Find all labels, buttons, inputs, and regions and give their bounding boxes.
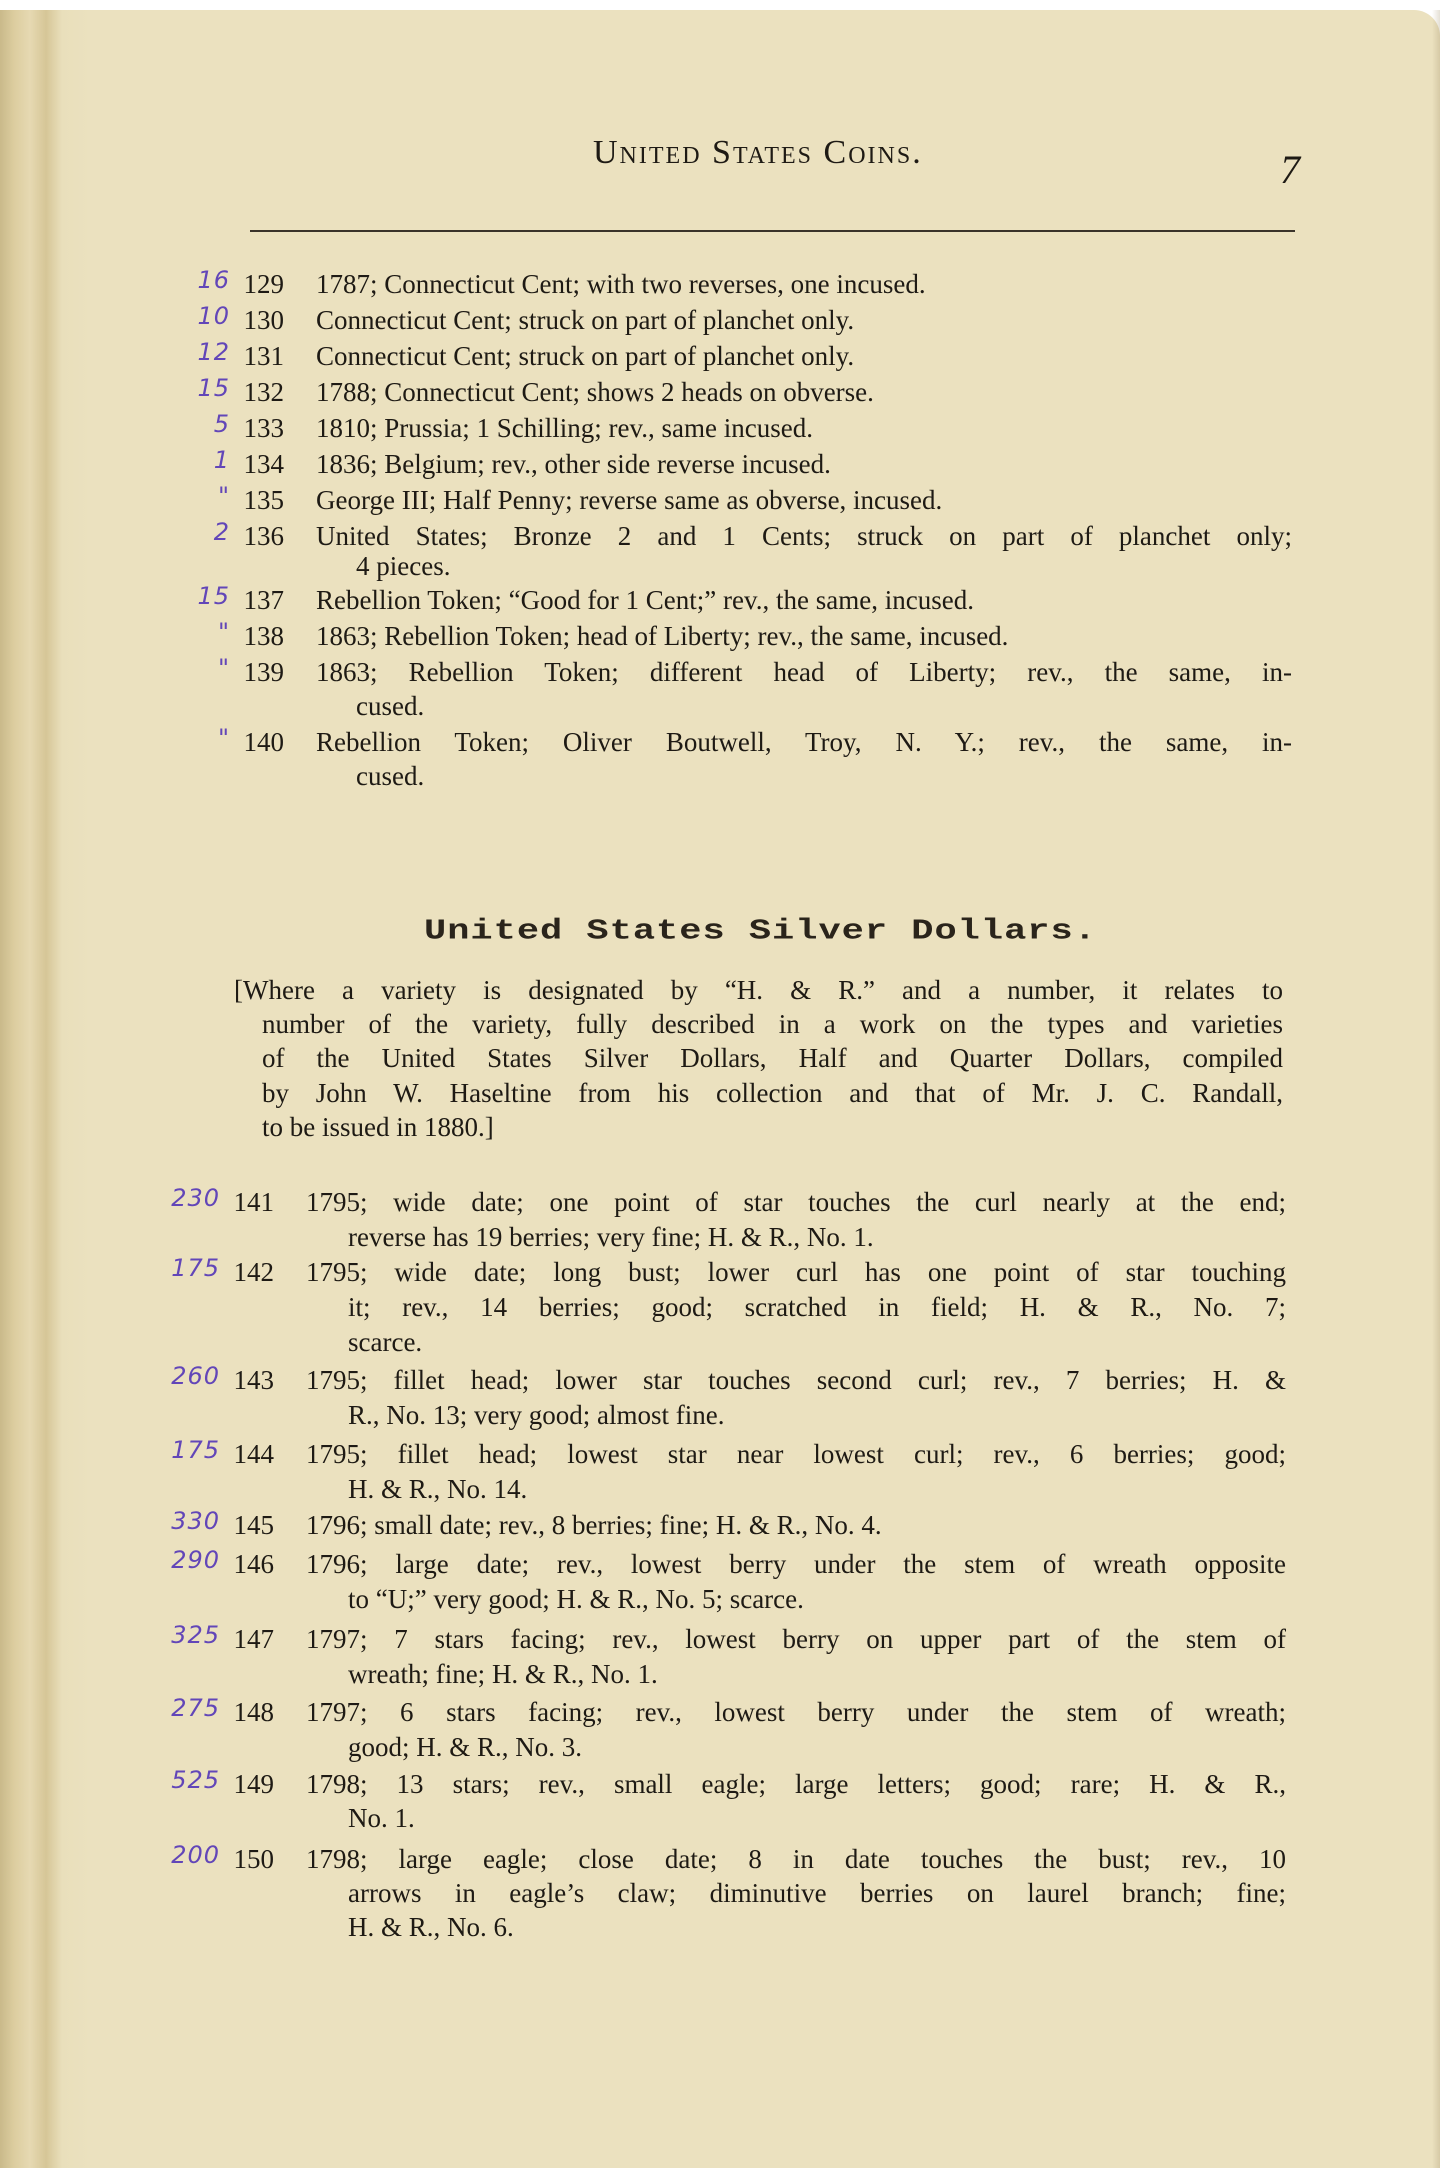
lot-number: 132 bbox=[243, 377, 284, 407]
lot-number: 137 bbox=[243, 585, 284, 615]
lot-description: 1795; fillet head; lower star touches second curl; rev., 7 berries; H. & bbox=[306, 1365, 1286, 1395]
handwritten-price: 10 bbox=[197, 302, 230, 330]
lot-description-continuation: it; rev., 14 berries; good; scratched in field; H. & R., No. 7; bbox=[348, 1292, 1286, 1322]
lot-description-continuation: 4 pieces. bbox=[356, 551, 451, 581]
handwritten-price: 525 bbox=[171, 1766, 220, 1794]
handwritten-price: 290 bbox=[171, 1546, 220, 1574]
handwritten-price: 200 bbox=[171, 1841, 220, 1869]
lot-description: United States; Bronze 2 and 1 Cents; struck on part of planchet only; bbox=[316, 521, 1292, 551]
lot-description: Rebellion Token; “Good for 1 Cent;” rev., the same, incused. bbox=[316, 585, 974, 615]
handwritten-price: " bbox=[217, 654, 230, 682]
lot-number: 145 bbox=[233, 1510, 274, 1540]
lot-description: 1795; wide date; long bust; lower curl has one point of star touching bbox=[306, 1257, 1286, 1287]
handwritten-price: 1 bbox=[213, 446, 230, 474]
lot-number: 146 bbox=[233, 1549, 274, 1579]
lot-description: 1863; Rebellion Token; different head of Liberty; rev., the same, in- bbox=[316, 657, 1292, 687]
lot-number: 135 bbox=[243, 485, 284, 515]
lot-description-continuation: good; H. & R., No. 3. bbox=[348, 1732, 583, 1762]
handwritten-price: " bbox=[217, 482, 230, 510]
lot-number: 136 bbox=[243, 521, 284, 551]
lot-description-continuation: to “U;” very good; H. & R., No. 5; scarce. bbox=[348, 1584, 804, 1614]
lot-description: 1787; Connecticut Cent; with two reverses, one incused. bbox=[316, 269, 926, 299]
handwritten-price: 275 bbox=[171, 1694, 220, 1722]
lot-description: 1797; 6 stars facing; rev., lowest berry under the stem of wreath; bbox=[306, 1697, 1286, 1727]
handwritten-price: " bbox=[217, 724, 230, 752]
lot-number: 142 bbox=[233, 1257, 274, 1287]
note-line: to be issued in 1880.] bbox=[262, 1112, 494, 1142]
handwritten-price: 230 bbox=[171, 1184, 220, 1212]
handwritten-price: 260 bbox=[171, 1362, 220, 1390]
lot-number: 131 bbox=[243, 341, 284, 371]
lot-number: 149 bbox=[233, 1769, 274, 1799]
lot-description-continuation: reverse has 19 berries; very fine; H. & R., No. 1. bbox=[348, 1222, 874, 1252]
running-header: United States Coins. bbox=[593, 134, 923, 171]
lot-description: 1836; Belgium; rev., other side reverse incused. bbox=[316, 449, 831, 479]
lot-number: 134 bbox=[243, 449, 284, 479]
lot-description-continuation: R., No. 13; very good; almost fine. bbox=[348, 1400, 725, 1430]
handwritten-price: 15 bbox=[197, 582, 230, 610]
page-number: 7 bbox=[1280, 147, 1300, 192]
note-line: by John W. Haseltine from his collection and that of Mr. J. C. Randall, bbox=[262, 1078, 1283, 1108]
lot-description-continuation: wreath; fine; H. & R., No. 1. bbox=[348, 1659, 658, 1689]
handwritten-price: 175 bbox=[171, 1436, 220, 1464]
lot-number: 144 bbox=[233, 1439, 274, 1469]
lot-description-continuation: H. & R., No. 6. bbox=[348, 1912, 514, 1942]
handwritten-price: " bbox=[217, 618, 230, 646]
lot-description: 1797; 7 stars facing; rev., lowest berry on upper part of the stem of bbox=[306, 1624, 1286, 1654]
lot-description: 1798; 13 stars; rev., small eagle; large letters; good; rare; H. & R., bbox=[306, 1769, 1286, 1799]
handwritten-price: 330 bbox=[171, 1507, 220, 1535]
handwritten-price: 2 bbox=[213, 518, 230, 546]
note-line: [Where a variety is designated by “H. & R.” and a number, it relates to bbox=[234, 975, 1283, 1005]
handwritten-price: 15 bbox=[197, 374, 230, 402]
lot-description: Rebellion Token; Oliver Boutwell, Troy, N. Y.; rev., the same, in- bbox=[316, 727, 1292, 757]
lot-description-continuation: cused. bbox=[356, 691, 425, 721]
lot-number: 138 bbox=[243, 621, 284, 651]
note-line: of the United States Silver Dollars, Half and Quarter Dollars, compiled bbox=[262, 1043, 1283, 1073]
lot-description-continuation: arrows in eagle’s claw; diminutive berries on laurel branch; fine; bbox=[348, 1878, 1286, 1908]
handwritten-price: 5 bbox=[213, 410, 230, 438]
lot-description: 1798; large eagle; close date; 8 in date touches the bust; rev., 10 bbox=[306, 1844, 1286, 1874]
handwritten-price: 16 bbox=[197, 266, 230, 294]
lot-description: George III; Half Penny; reverse same as obverse, incused. bbox=[316, 485, 943, 515]
lot-number: 143 bbox=[233, 1365, 274, 1395]
lot-description: 1796; small date; rev., 8 berries; fine; H. & R., No. 4. bbox=[306, 1510, 882, 1540]
lot-number: 139 bbox=[243, 657, 284, 687]
lot-number: 133 bbox=[243, 413, 284, 443]
lot-number: 141 bbox=[233, 1187, 274, 1217]
lot-description: 1788; Connecticut Cent; shows 2 heads on obverse. bbox=[316, 377, 874, 407]
lot-number: 148 bbox=[233, 1697, 274, 1727]
lot-description-continuation: cused. bbox=[356, 761, 425, 791]
lot-description-continuation: No. 1. bbox=[348, 1803, 415, 1833]
handwritten-price: 175 bbox=[171, 1254, 220, 1282]
lot-number: 129 bbox=[243, 269, 284, 299]
handwritten-price: 325 bbox=[171, 1621, 220, 1649]
lot-number: 130 bbox=[243, 305, 284, 335]
lot-number: 150 bbox=[233, 1844, 274, 1874]
lot-description-continuation: scarce. bbox=[348, 1327, 423, 1357]
header-rule bbox=[250, 230, 1295, 232]
lot-description: 1796; large date; rev., lowest berry under the stem of wreath opposite bbox=[306, 1549, 1286, 1579]
lot-description: 1863; Rebellion Token; head of Liberty; rev., the same, incused. bbox=[316, 621, 1009, 651]
lot-number: 140 bbox=[243, 727, 284, 757]
lot-description: 1810; Prussia; 1 Schilling; rev., same incused. bbox=[316, 413, 813, 443]
lot-number: 147 bbox=[233, 1624, 274, 1654]
handwritten-price: 12 bbox=[197, 338, 230, 366]
lot-description: 1795; fillet head; lowest star near lowest curl; rev., 6 berries; good; bbox=[306, 1439, 1286, 1469]
lot-description: Connecticut Cent; struck on part of planchet only. bbox=[316, 305, 855, 335]
lot-description-continuation: H. & R., No. 14. bbox=[348, 1474, 528, 1504]
lot-description: 1795; wide date; one point of star touches the curl nearly at the end; bbox=[306, 1187, 1286, 1217]
note-line: number of the variety, fully described in a work on the types and varieties bbox=[262, 1009, 1283, 1039]
lot-description: Connecticut Cent; struck on part of planchet only. bbox=[316, 341, 855, 371]
section-title: United States Silver Dollars. bbox=[424, 915, 1097, 948]
